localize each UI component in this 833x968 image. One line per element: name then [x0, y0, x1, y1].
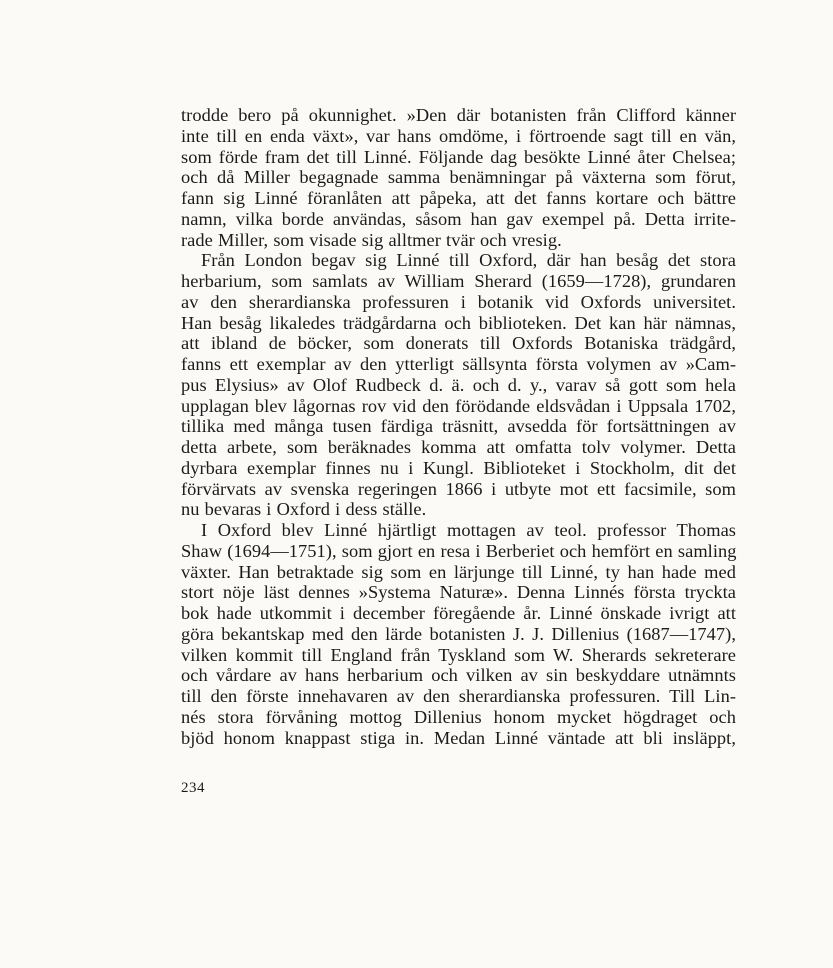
text-line: herbarium, som samlats av William Sherard (1659—1728), grundaren — [181, 271, 736, 291]
text-line: växter. Han betraktade sig som en lärjunge till Linné, ty han hade med — [181, 561, 736, 582]
text-line: fann sig Linné föranlåten att påpeka, att det fanns kortare och bättre — [181, 188, 736, 208]
text-line: att ibland de böcker, som donerats till Oxfords Botaniska trädgård, — [181, 333, 736, 354]
text-line: och då Miller begagnade samma benämningar på växterna som förut, — [181, 167, 736, 188]
text-line: nu bevaras i Oxford i dess ställe. — [181, 499, 427, 520]
text-line: pus Elysius» av Olof Rudbeck d. ä. och d. y., varav så gott som hela — [181, 374, 736, 395]
text-line: som förde fram det till Linné. Följande dag besökte Linné åter Chelsea; — [181, 146, 736, 167]
text-line: fanns ett exemplar av den ytterligt sällsynta första volymen av »Cam- — [181, 354, 736, 374]
text-line: Från London begav sig Linné till Oxford, där han besåg det stora — [201, 250, 736, 271]
text-line: stort nöje läst dennes »Systema Naturæ». Denna Linnés första tryckta — [181, 582, 736, 603]
text-line: dyrbara exemplar finnes nu i Kungl. Biblioteket i Stockholm, dit det — [181, 457, 736, 478]
text-line: vilken kommit till England från Tyskland som W. Sherards sekreterare — [181, 644, 736, 665]
text-line: Shaw (1694—1751), som gjort en resa i Berberiet och hemfört en samling — [181, 540, 737, 561]
text-line: av den sherardianska professuren i botanik vid Oxfords universitet. — [181, 291, 736, 312]
body-text — [181, 105, 736, 748]
text-line: upplagan blev lågornas rov vid den förödande eldsvådan i Uppsala 1702, — [181, 395, 736, 416]
page-number: 234 — [181, 780, 205, 796]
text-line: bok hade utkommit i december föregående år. Linné önskade ivrigt att — [181, 603, 736, 623]
text-line: Han besåg likaledes trädgårdarna och biblioteken. Det kan här nämnas, — [181, 312, 736, 333]
text-line: trodde bero på okunnighet. »Den där botanisten från Clifford känner — [181, 105, 736, 125]
text-line: namn, vilka borde användas, såsom han gav exempel på. Detta irrite- — [181, 208, 736, 229]
text-line: inte till en enda växt», var hans omdöme, i förtroende sagt till en vän, — [181, 125, 736, 146]
text-line: tillika med många tusen färdiga träsnitt, avsedda för fortsättningen av — [181, 416, 736, 437]
text-line: och vårdare av hans herbarium och vilken av sin beskyddare utnämnts — [181, 665, 736, 686]
text-line: till den förste innehavaren av den sherardianska professuren. Till Lin- — [181, 686, 736, 706]
text-line: I Oxford blev Linné hjärtligt mottagen av teol. professor Thomas — [201, 520, 736, 540]
text-line: förvärvats av svenska regeringen 1866 i utbyte mot ett facsimile, som — [181, 478, 736, 499]
text-line: detta arbete, som beräknades komma att omfatta tolv volymer. Detta — [181, 437, 736, 457]
text-line: rade Miller, som visade sig alltmer tvär och vresig. — [181, 229, 562, 250]
text-line: bjöd honom knappast stiga in. Medan Linné väntade att bli insläppt, — [181, 727, 736, 748]
text-line: göra bekantskap med den lärde botanisten J. J. Dillenius (1687—1747), — [181, 623, 736, 644]
text-line: nés stora förvåning mottog Dillenius honom mycket högdraget och — [181, 706, 736, 727]
